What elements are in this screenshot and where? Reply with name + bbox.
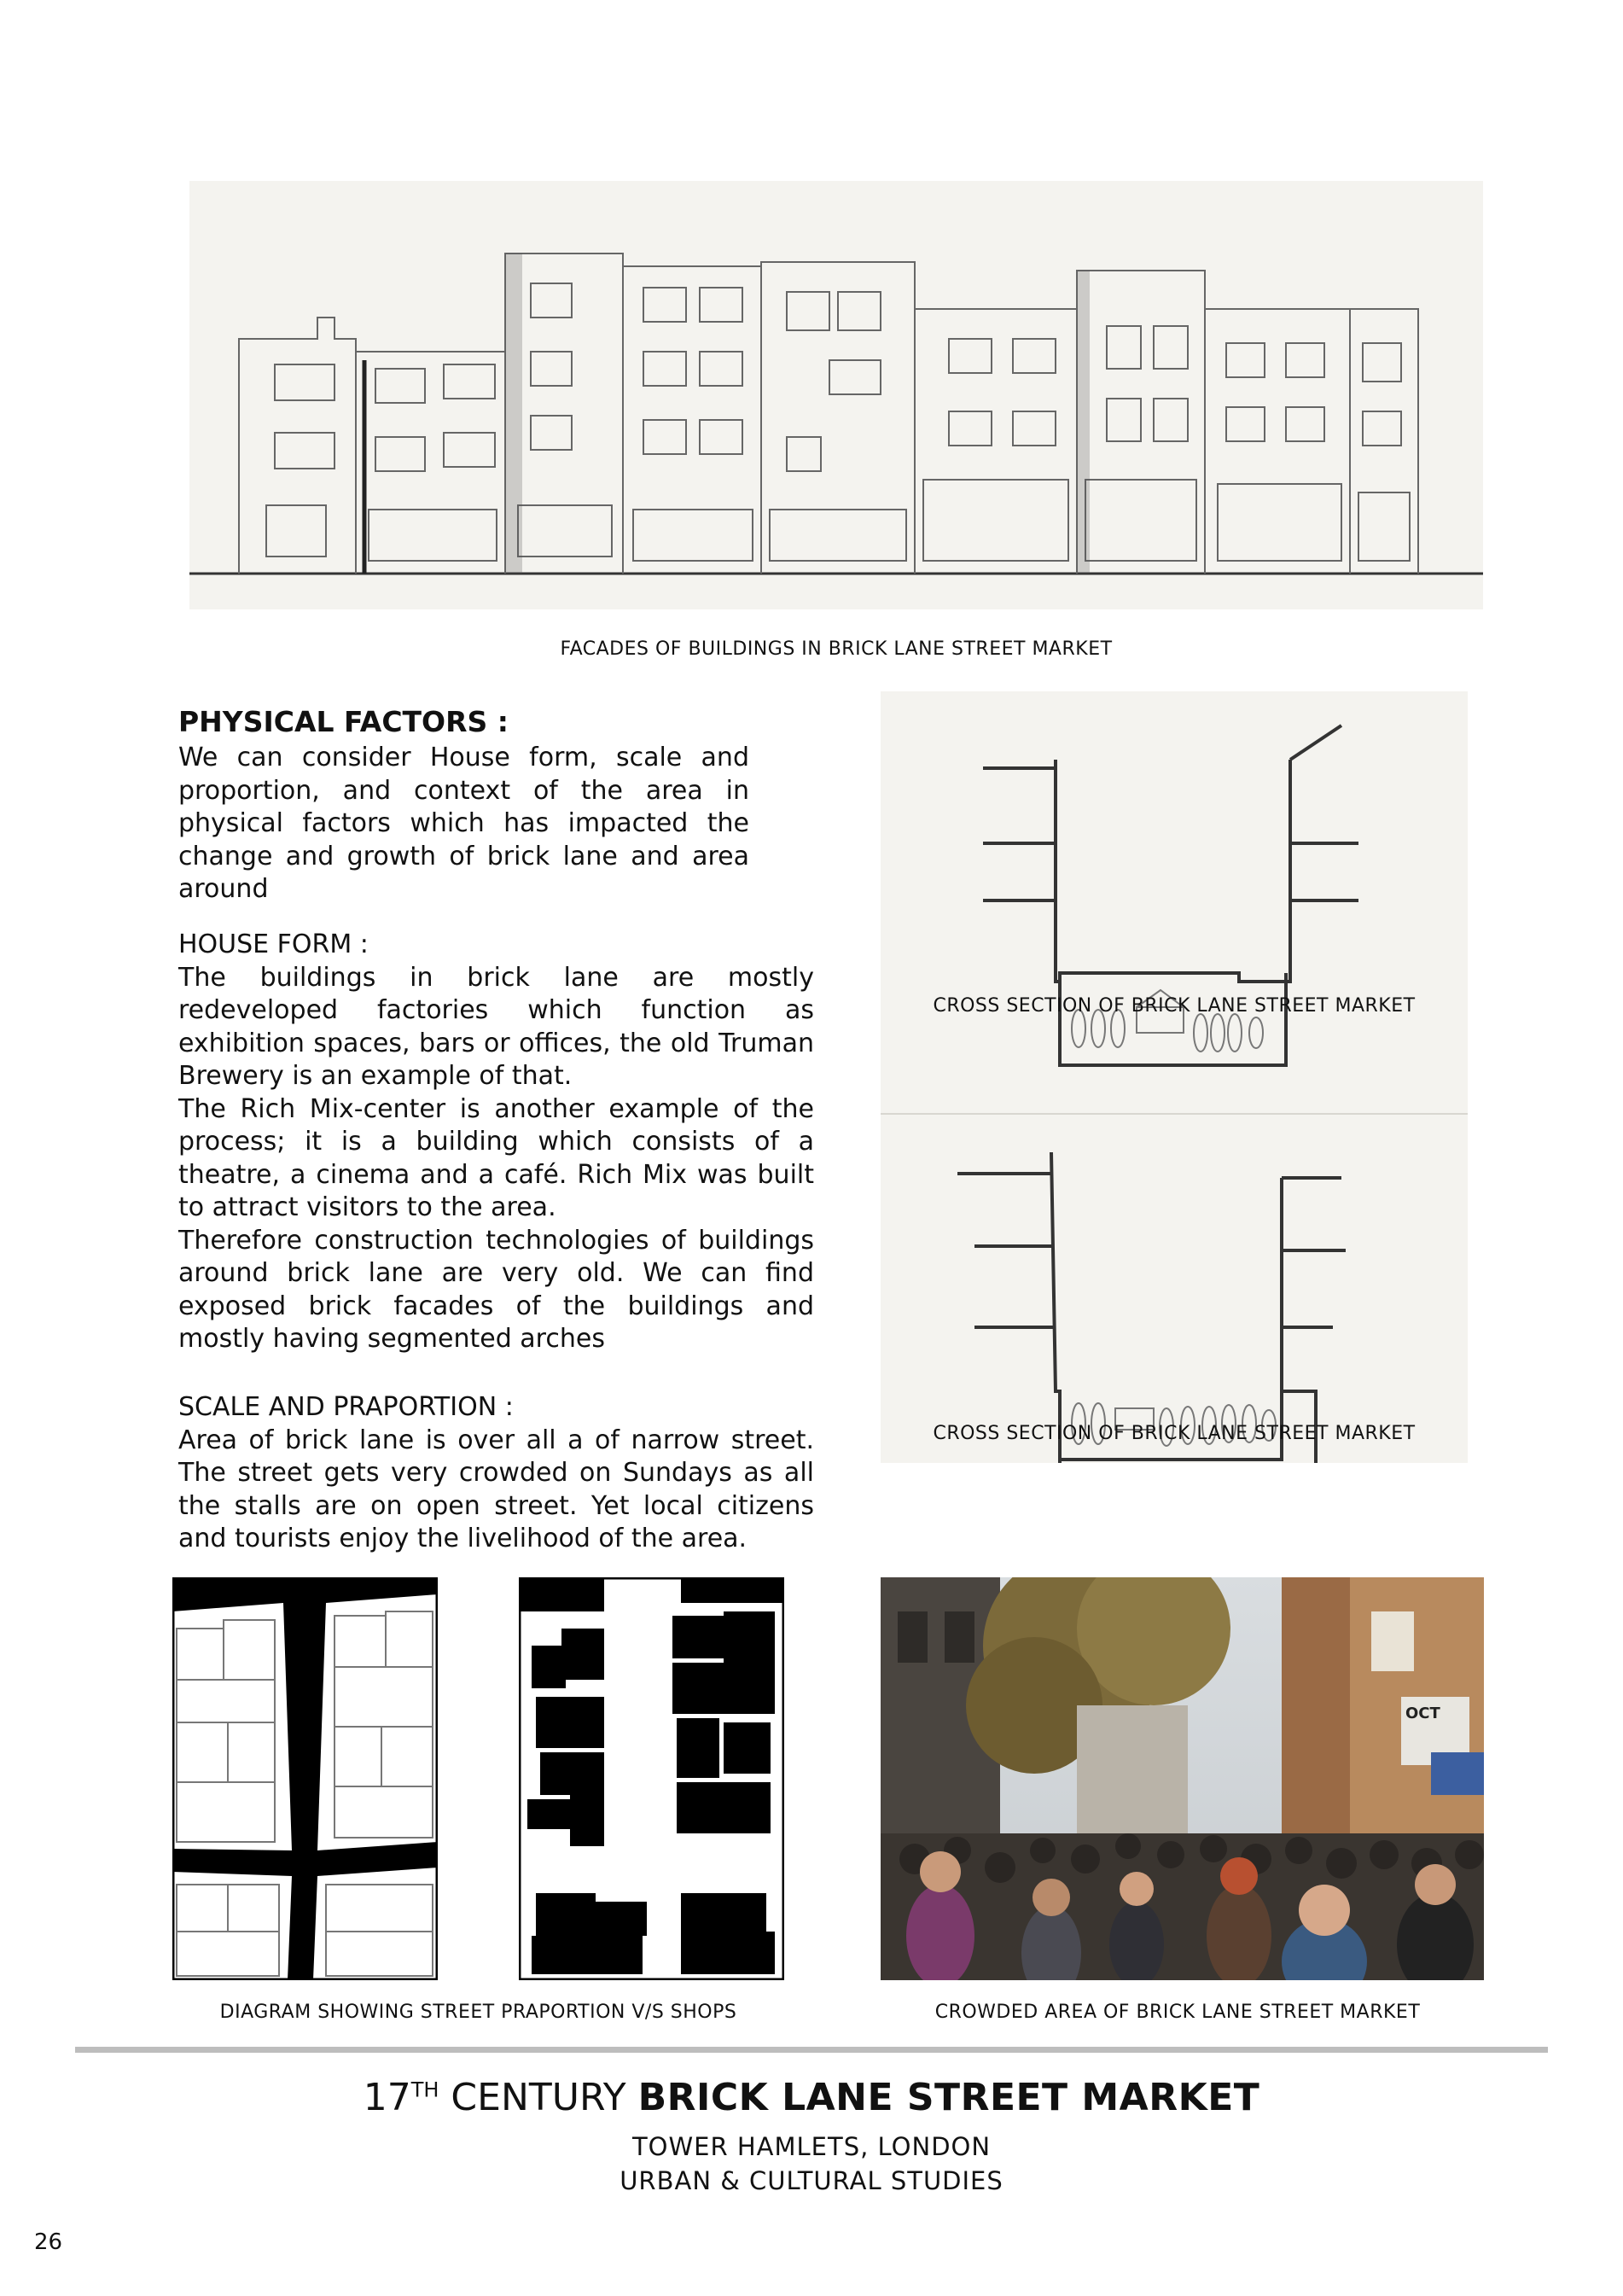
cross-section-caption-1: CROSS SECTION OF BRICK LANE STREET MARKET [933,995,1416,1017]
house-form-paragraph-3: Therefore construction technologies of buildings around brick lane are very old. We can find exposed brick facades of the buildings and mostly having segmented arches [178,1225,814,1354]
footer-rule [75,2047,1548,2053]
physical-factors-intro [178,742,749,906]
scale-paragraph: Area of brick lane is over all a of narrow street. The street gets very crowded on Sundays as all the stalls are on open street. Yet local citizens and tourists enjoy the livelihood of the area. [178,1425,814,1553]
house-form-paragraph-2: The Rich Mix-center is another example of the process; it is a building which consists of a theatre, a cinema and a café. Rich Mix was built to attract visitors to the area. [178,1093,814,1222]
cross-section-drawings [881,691,1468,1463]
facade-drawing [189,181,1483,609]
house-form-title: HOUSE FORM : [178,929,369,959]
crowd-photo-drawing [881,1577,1484,1980]
street-diagram-right-drawing [519,1577,784,1980]
street-diagram-right [519,1577,784,1980]
physical-factors-heading: PHYSICAL FACTORS : [178,705,509,738]
title-bold: BRICK LANE STREET MARKET [637,2076,1260,2119]
page-number: 26 [34,2229,63,2255]
diagram-caption: DIAGRAM SHOWING STREET PRAPORTION V/S SHOPS [219,2002,737,2023]
cross-section-caption-2: CROSS SECTION OF BRICK LANE STREET MARKET [933,1423,1416,1444]
title-century-number: 17 [363,2076,411,2119]
facade-caption: FACADES OF BUILDINGS IN BRICK LANE STREET MARKET [560,638,1113,660]
footer-subtitle-1: TOWER HAMLETS, LONDON [631,2132,992,2161]
photo-sign-text: OCT [1405,1705,1440,1722]
street-diagram-left [172,1577,438,1980]
footer-subtitle-2: URBAN & CULTURAL STUDIES [620,2166,1003,2195]
scale-proportion-section [178,1391,814,1556]
footer-title [171,2076,1452,2119]
photo-caption: CROWDED AREA OF BRICK LANE STREET MARKET [934,2002,1421,2023]
intro-paragraph: We can consider House form, scale and proportion, and context of the area in physical factors which has impacted the change and growth of brick lane and area around [178,743,749,904]
facade-sketch [189,181,1483,609]
house-form-paragraph-1: The buildings in brick lane are mostly redeveloped factories which function as exhibition spaces, bars or offices, the old Truman Brewery is an example of that. [178,962,814,1091]
title-century-suffix: TH [410,2077,439,2102]
house-form-section [178,929,814,1356]
cross-section-panel [881,691,1468,1463]
street-diagram-left-drawing [172,1577,438,1980]
scale-title: SCALE AND PRAPORTION : [178,1392,514,1422]
crowd-photo [881,1577,1484,1980]
title-century-word: CENTURY [451,2076,626,2119]
